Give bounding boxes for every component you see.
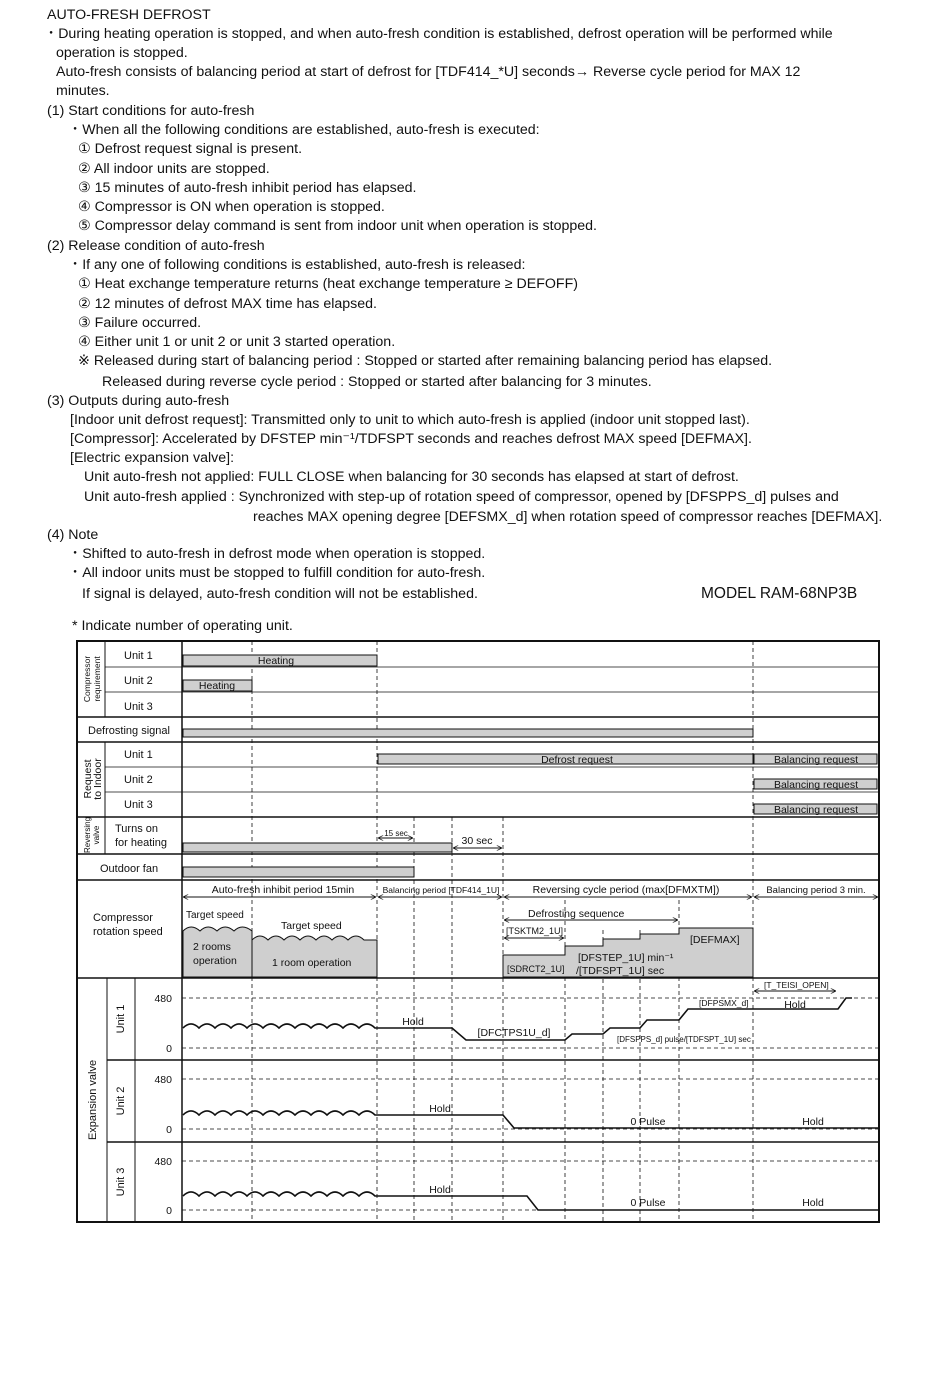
valve-scale: 480 — [154, 993, 172, 1005]
speed-label: [SDRCT2_1U] — [507, 964, 565, 974]
bar-label: Balancing request — [773, 779, 859, 791]
output-line: [Compressor]: Accelerated by DFSTEP min⁻¹/TDFSPT seconds and reaches defrost MAX speed [DEFMAX]. — [70, 431, 752, 447]
list-item: ② 12 minutes of defrost MAX time has elapsed. — [78, 296, 377, 312]
list-item: ④ Either unit 1 or unit 2 or unit 3 started operation. — [78, 334, 396, 350]
section-heading: (3) Outputs during auto-fresh — [47, 393, 230, 409]
valve-scale: 0 — [166, 1205, 172, 1217]
unit-label-2-rot: Unit 2 — [115, 1086, 127, 1116]
outdoor-fan-bar — [183, 867, 414, 877]
group-label-reversing: Reversing — [83, 816, 92, 854]
row-label: Unit 1 — [124, 749, 153, 761]
note-line: ・Shifted to auto-fresh in defrost mode when operation is stopped. — [68, 546, 486, 562]
section-heading: (4) Note — [47, 527, 99, 543]
period-label: Auto-fresh inhibit period 15min — [211, 884, 355, 896]
row-label: Turns on — [115, 823, 159, 835]
valve-label: [DFCTPS1U_d] — [477, 1027, 551, 1039]
valve-label: Hold — [802, 1197, 824, 1209]
row-label: Unit 2 — [124, 774, 153, 786]
speed-label: operation — [193, 955, 237, 967]
row-label: Compressor — [93, 912, 153, 924]
output-line: [Electric expansion valve]: — [70, 450, 235, 466]
list-item: ③ Failure occurred. — [78, 315, 202, 331]
list-item: ① Defrost request signal is present. — [78, 141, 303, 157]
row-label: rotation speed — [93, 926, 163, 938]
output-line: Unit auto-fresh not applied: FULL CLOSE when balancing for 30 seconds has elapsed at start of defrost. — [84, 469, 739, 485]
row-label: Unit 2 — [124, 675, 153, 687]
speed-label: /[TDFSPT_1U] sec — [576, 965, 665, 977]
list-item: ※ Released during start of balancing period : Stopped or started after remaining balancing period has elapsed. — [78, 353, 773, 369]
note-line: If signal is delayed, auto-fresh condition will not be established. — [82, 586, 478, 602]
valve-label: Hold — [784, 999, 806, 1011]
valve-label: 0 Pulse — [630, 1197, 666, 1209]
timing-label: 15 sec — [384, 829, 408, 838]
list-item: Released during reverse cycle period : Stopped or started after balancing for 3 minutes. — [102, 374, 652, 390]
intro-line: minutes. — [56, 83, 110, 99]
list-item: ⑤ Compressor delay command is sent from indoor unit when operation is stopped. — [78, 218, 597, 234]
row-label: Unit 1 — [124, 650, 153, 662]
bar-label: Heating — [257, 655, 295, 667]
valve-label: Hold — [802, 1116, 824, 1128]
speed-label: [DFSTEP_1U] min⁻¹ — [578, 952, 674, 964]
section-lead: ・When all the following conditions are established, auto-fresh is executed: — [68, 122, 540, 138]
speed-label: Defrosting sequence — [528, 908, 625, 920]
bar-label: Heating — [198, 680, 236, 692]
group-label-reversing-2: valve — [92, 825, 101, 845]
valve-label: Hold — [429, 1103, 451, 1115]
timing-label: 30 sec — [461, 835, 493, 847]
group-label-request: Request — [82, 759, 94, 799]
row-label: Outdoor fan — [100, 863, 159, 875]
defrost-signal-bar — [183, 729, 753, 737]
unit-label-1-rot: Unit 1 — [115, 1004, 127, 1034]
unit-label-3-rot: Unit 3 — [115, 1167, 127, 1197]
row-label: Unit 3 — [124, 701, 153, 713]
valve-label: [T_TEISI_OPEN] — [764, 980, 829, 990]
valve-label: 0 Pulse — [630, 1116, 666, 1128]
bar-label: Defrost request — [541, 754, 613, 766]
section-lead: ・If any one of following conditions is established, auto-fresh is released: — [68, 257, 526, 273]
row-label: for heating — [115, 837, 167, 849]
intro-line: Auto-fresh consists of balancing period at start of defrost for [TDF414_*U] seconds→ Reverse cycle period for MAX 12 — [56, 64, 801, 80]
valve-scale: 0 — [166, 1124, 172, 1136]
list-item: ④ Compressor is ON when operation is stopped. — [78, 199, 385, 215]
speed-label: Target speed — [281, 920, 342, 932]
valve-scale: 480 — [154, 1156, 172, 1168]
speed-label: Target speed — [186, 910, 244, 921]
output-line: Unit auto-fresh applied : Synchronized with step-up of rotation speed of compressor, opened by [DFSPPS_d] pulses and — [84, 489, 839, 505]
row-label: Unit 3 — [124, 799, 153, 811]
section-heading: (2) Release condition of auto-fresh — [47, 238, 265, 254]
page-title: AUTO-FRESH DEFROST — [47, 7, 211, 23]
list-item: ② All indoor units are stopped. — [78, 161, 270, 177]
bar-label: Balancing request — [773, 754, 859, 766]
period-label: Balancing period [TDF414_1U] — [382, 885, 500, 895]
list-item: ① Heat exchange temperature returns (heat exchange temperature ≥ DEFOFF) — [78, 276, 578, 292]
model-number: MODEL RAM-68NP3B — [701, 585, 858, 602]
period-label: Balancing period 3 min. — [766, 885, 866, 896]
valve-scale: 0 — [166, 1043, 172, 1055]
speed-label: [TSKTM2_1U] — [506, 926, 564, 936]
intro-line: operation is stopped. — [56, 45, 188, 61]
section-heading: (1) Start conditions for auto-fresh — [47, 103, 255, 119]
speed-label: [DEFMAX] — [690, 934, 740, 946]
intro-line: ・During heating operation is stopped, and when auto-fresh condition is established, defrost operation will be performed while — [44, 26, 833, 42]
valve-label: Hold — [429, 1184, 451, 1196]
valve-scale: 480 — [154, 1074, 172, 1086]
list-item: ③ 15 minutes of auto-fresh inhibit period has elapsed. — [78, 180, 417, 196]
valve-label: [DFSPPS_d] pulse/[TDFSPT_1U] sec — [617, 1035, 751, 1044]
valve-trace-unit3 — [183, 1192, 879, 1210]
group-label-request-2: to Indoor — [92, 758, 104, 800]
row-label: Defrosting signal — [88, 725, 170, 737]
period-label: Reversing cycle period (max[DFMXTM]) — [532, 884, 720, 896]
footnote: * Indicate number of operating unit. — [72, 618, 293, 634]
speed-label: 2 rooms — [193, 941, 231, 953]
valve-trace-unit2 — [183, 1111, 879, 1128]
valve-label: Hold — [402, 1016, 424, 1028]
note-line: ・All indoor units must be stopped to fulfill condition for auto-fresh. — [68, 565, 486, 581]
reversing-valve-bar — [183, 843, 452, 852]
group-label-expansion: Expansion valve — [87, 1059, 99, 1141]
valve-label: [DFPSMX_d] — [699, 998, 749, 1008]
speed-label: 1 room operation — [272, 957, 352, 969]
bar-label: Balancing request — [773, 804, 859, 816]
group-label-compressor: Compressor — [82, 655, 92, 703]
output-line: [Indoor unit defrost request]: Transmitted only to unit to which auto-fresh is applied (indoor unit stopped last). — [70, 412, 750, 428]
output-line: reaches MAX opening degree [DEFSMX_d] when rotation speed of compressor reaches [DEFMAX]. — [253, 509, 883, 525]
group-label-compressor-2: requirement — [92, 656, 102, 702]
